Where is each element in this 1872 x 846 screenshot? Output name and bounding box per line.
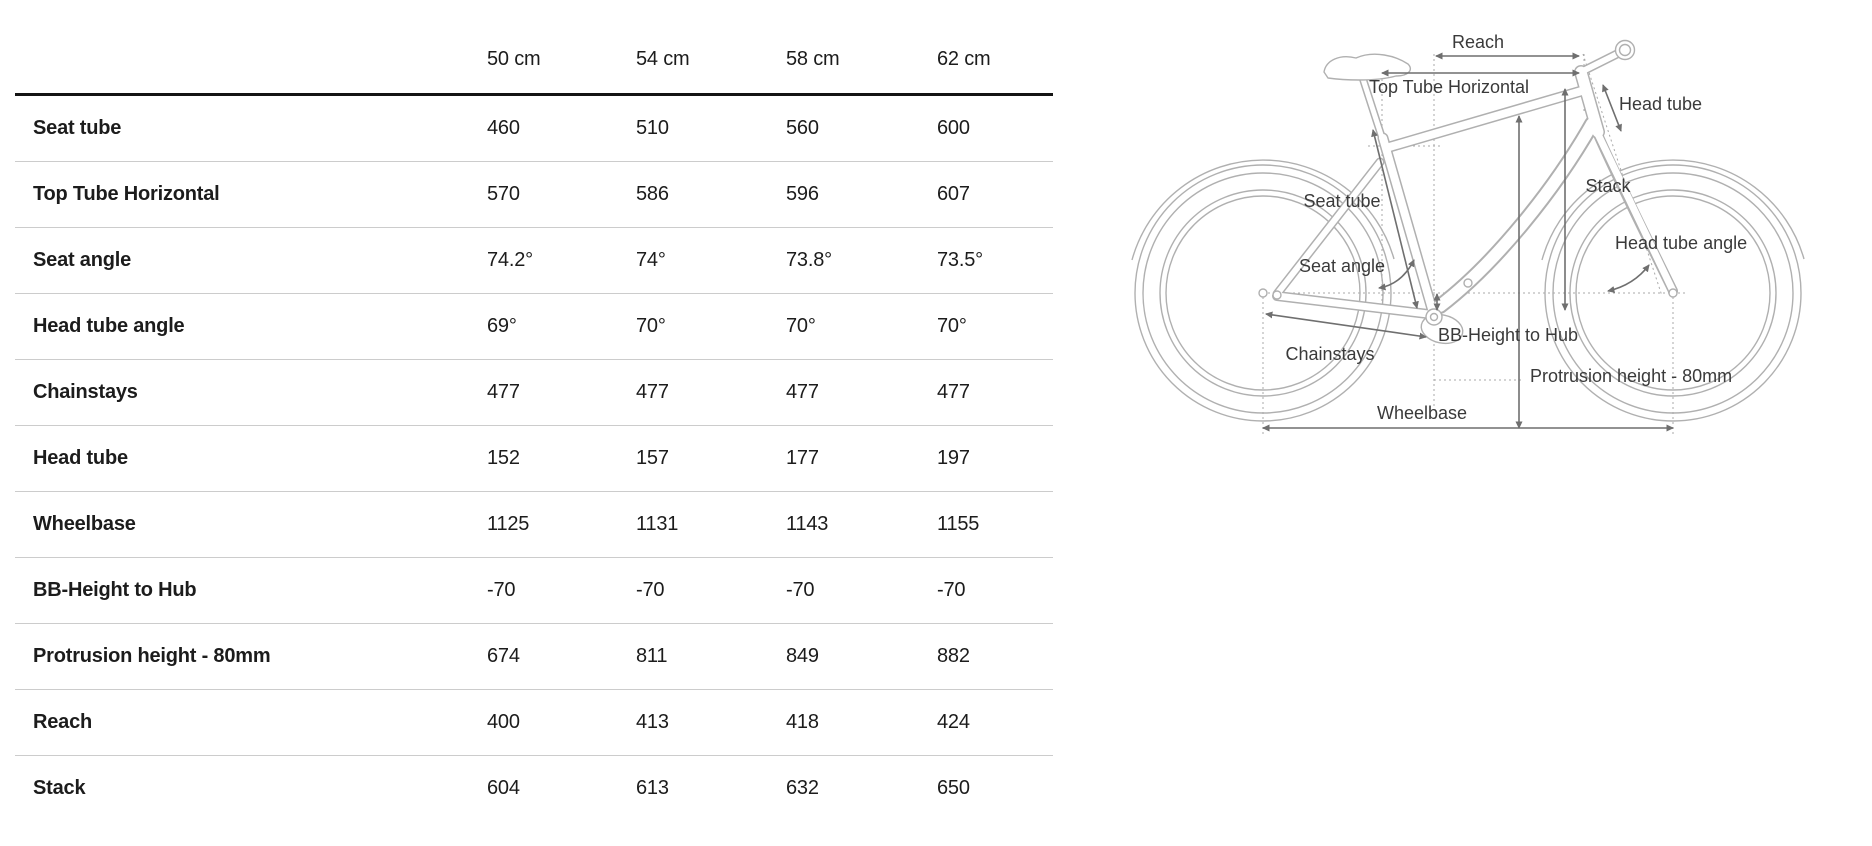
- reach-label: Reach: [1451, 32, 1505, 52]
- table-body: [15, 96, 1053, 821]
- row-label: BB-Height to Hub: [33, 579, 197, 601]
- row-value: 1143: [786, 513, 829, 535]
- rear-dropout: [1273, 291, 1281, 299]
- row-value: -70: [636, 579, 665, 601]
- row-value: 70°: [636, 315, 666, 337]
- table-header: [15, 25, 1053, 96]
- column-header: 54 cm: [636, 47, 690, 70]
- handlebar-grip: [1616, 41, 1635, 60]
- table-row: [15, 558, 1053, 624]
- row-value: 596: [786, 183, 819, 205]
- row-value: 74.2°: [487, 249, 533, 271]
- row-value: -70: [937, 579, 966, 601]
- row-value: 613: [636, 777, 669, 799]
- table-row: [15, 756, 1053, 821]
- row-value: 69°: [487, 315, 517, 337]
- rear-axle: [1259, 289, 1267, 297]
- row-value: 604: [487, 777, 520, 799]
- stack-label: Stack: [1585, 176, 1631, 196]
- row-label: Wheelbase: [33, 513, 136, 535]
- row-value: 460: [487, 117, 520, 139]
- row-value: 177: [786, 447, 819, 469]
- protrusion-label: Protrusion height - 80mm: [1530, 366, 1733, 386]
- row-label: Seat angle: [33, 249, 132, 271]
- seat-tube-label: Seat tube: [1303, 191, 1381, 211]
- table-row: [15, 96, 1053, 162]
- table-row: [15, 624, 1053, 690]
- chainstays-label: Chainstays: [1285, 344, 1375, 364]
- row-value: 74°: [636, 249, 666, 271]
- bike-geometry-diagram: [1130, 14, 1850, 446]
- row-label: Top Tube Horizontal: [33, 183, 220, 205]
- column-header: 58 cm: [786, 47, 840, 70]
- row-label: Seat tube: [33, 117, 122, 139]
- row-value: 197: [937, 447, 970, 469]
- row-label: Stack: [33, 777, 86, 799]
- row-value: 70°: [937, 315, 967, 337]
- row-value: 477: [786, 381, 819, 403]
- column-header: 62 cm: [937, 47, 991, 70]
- row-label: Head tube: [33, 447, 128, 469]
- table-row: [15, 360, 1053, 426]
- bottom-bracket: [1426, 309, 1442, 325]
- head-tube-angle-label: Head tube angle: [1615, 233, 1748, 253]
- row-value: 570: [487, 183, 520, 205]
- row-value: 477: [937, 381, 970, 403]
- row-value: -70: [487, 579, 516, 601]
- geometry-table: [15, 25, 1053, 821]
- row-value: 811: [636, 645, 668, 667]
- row-value: 650: [937, 777, 970, 799]
- row-value: 607: [937, 183, 970, 205]
- row-value: 560: [786, 117, 819, 139]
- head-tube-label: Head tube: [1619, 94, 1703, 114]
- row-value: 1155: [937, 513, 980, 535]
- row-value: 70°: [786, 315, 816, 337]
- table-row: [15, 162, 1053, 228]
- top-tube-label: Top Tube Horizontal: [1368, 77, 1530, 97]
- row-label: Protrusion height - 80mm: [33, 645, 271, 667]
- row-value: 157: [636, 447, 669, 469]
- chainstays-arrow: [1266, 314, 1426, 337]
- column-header: 50 cm: [487, 47, 541, 70]
- row-value: 73.8°: [786, 249, 832, 271]
- row-value: 1125: [487, 513, 530, 535]
- row-value: 477: [636, 381, 669, 403]
- row-label: Head tube angle: [33, 315, 185, 337]
- seat-angle-label: Seat angle: [1298, 256, 1386, 276]
- wheelbase-label: Wheelbase: [1376, 403, 1468, 423]
- row-value: 152: [487, 447, 520, 469]
- row-value: 586: [636, 183, 669, 205]
- row-value: 1131: [636, 513, 679, 535]
- row-value: 477: [487, 381, 520, 403]
- row-value: 73.5°: [937, 249, 983, 271]
- bb-height-label: BB-Height to Hub: [1438, 325, 1579, 345]
- row-value: 632: [786, 777, 819, 799]
- table-row: [15, 294, 1053, 360]
- row-value: -70: [786, 579, 815, 601]
- front-axle: [1669, 289, 1677, 297]
- table-row: [15, 492, 1053, 558]
- table-row: [15, 228, 1053, 294]
- head-angle-arc: [1608, 265, 1649, 291]
- row-value: 418: [786, 711, 819, 733]
- row-value: 600: [937, 117, 970, 139]
- table-row: [15, 690, 1053, 756]
- row-value: 413: [636, 711, 669, 733]
- table-row: [15, 426, 1053, 492]
- row-value: 424: [937, 711, 970, 733]
- frame-boss: [1464, 279, 1472, 287]
- row-value: 510: [636, 117, 669, 139]
- row-value: 674: [487, 645, 520, 667]
- row-value: 400: [487, 711, 520, 733]
- row-label: Chainstays: [33, 381, 138, 403]
- row-value: 849: [786, 645, 819, 667]
- row-value: 882: [937, 645, 970, 667]
- row-label: Reach: [33, 711, 93, 733]
